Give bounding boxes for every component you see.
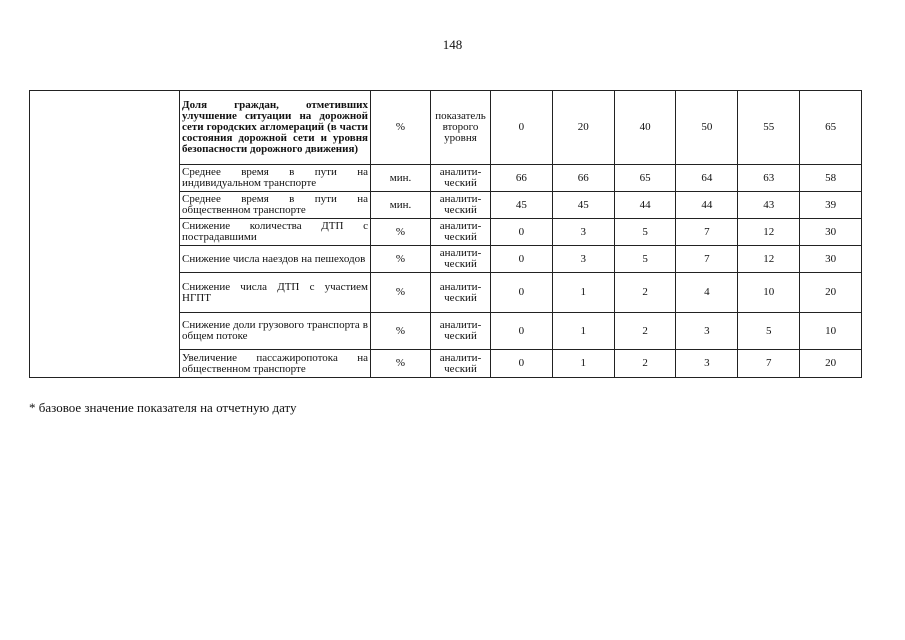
indicator-source: аналити-ческий: [431, 350, 491, 378]
indicator-unit: %: [371, 219, 431, 246]
indicator-unit: %: [371, 273, 431, 313]
indicator-value: 44: [614, 192, 676, 219]
indicator-unit: мин.: [371, 165, 431, 192]
indicator-unit: %: [371, 350, 431, 378]
indicator-value: 7: [676, 246, 738, 273]
indicator-value: 30: [800, 246, 862, 273]
indicator-name: Снижение доли грузового транспорта в общем потоке: [180, 313, 371, 350]
indicator-value: 64: [676, 165, 738, 192]
indicator-value: 4: [676, 273, 738, 313]
indicator-value: 1: [552, 313, 614, 350]
indicator-value: 10: [800, 313, 862, 350]
indicator-unit: %: [371, 313, 431, 350]
indicator-source: аналити-ческий: [431, 192, 491, 219]
indicator-value: 3: [552, 219, 614, 246]
indicator-unit: мин.: [371, 192, 431, 219]
indicator-value: 45: [552, 192, 614, 219]
indicator-source: аналити-ческий: [431, 165, 491, 192]
indicator-name: Среднее время в пути на индивидуальном транспорте: [180, 165, 371, 192]
indicator-value: 2: [614, 313, 676, 350]
indicator-unit: %: [371, 246, 431, 273]
indicator-unit: %: [371, 91, 431, 165]
indicator-value: 1: [552, 350, 614, 378]
indicator-value: 55: [738, 91, 800, 165]
indicator-value: 43: [738, 192, 800, 219]
indicator-source: аналити-ческий: [431, 313, 491, 350]
indicator-value: 0: [491, 313, 553, 350]
indicator-value: 50: [676, 91, 738, 165]
indicator-value: 12: [738, 246, 800, 273]
indicator-value: 0: [491, 273, 553, 313]
indicator-source: аналити-ческий: [431, 219, 491, 246]
indicator-name: Увеличение пассажиропотока на общественном транспорте: [180, 350, 371, 378]
indicator-value: 0: [491, 350, 553, 378]
indicator-value: 20: [800, 273, 862, 313]
indicator-source: показатель второго уровня: [431, 91, 491, 165]
indicator-source: аналити-ческий: [431, 246, 491, 273]
indicator-value: 39: [800, 192, 862, 219]
indicator-value: 20: [800, 350, 862, 378]
indicator-value: 7: [676, 219, 738, 246]
indicator-source: аналити-ческий: [431, 273, 491, 313]
indicator-value: 0: [491, 91, 553, 165]
indicator-name: Снижение числа ДТП с участием НГПТ: [180, 273, 371, 313]
indicator-value: 0: [491, 219, 553, 246]
indicator-value: 10: [738, 273, 800, 313]
indicator-name: Среднее время в пути на общественном транспорте: [180, 192, 371, 219]
indicator-value: 2: [614, 273, 676, 313]
indicator-value: 30: [800, 219, 862, 246]
indicator-table: [29, 90, 862, 378]
indicator-value: 66: [491, 165, 553, 192]
indicator-value: 3: [676, 313, 738, 350]
indicator-value: 40: [614, 91, 676, 165]
indicator-value: 12: [738, 219, 800, 246]
page-number: 148: [442, 37, 463, 52]
indicator-name: Доля граждан, отметивших улучшение ситуации на дорожной сети городских агломераций (в части состояния дорожной сети и уровня безопасности дорожного движения): [180, 91, 371, 165]
indicator-value: 3: [552, 246, 614, 273]
indicator-value: 65: [614, 165, 676, 192]
table-row: [30, 91, 862, 165]
indicator-value: 20: [552, 91, 614, 165]
indicator-value: 5: [738, 313, 800, 350]
footnote: * базовое значение показателя на отчетную дату: [29, 400, 297, 415]
indicator-value: 44: [676, 192, 738, 219]
indicator-value: 5: [614, 219, 676, 246]
indicator-value: 3: [676, 350, 738, 378]
indicator-value: 5: [614, 246, 676, 273]
indicator-value: 45: [491, 192, 553, 219]
indicator-value: 2: [614, 350, 676, 378]
blank-cell: [30, 91, 180, 378]
indicator-value: 1: [552, 273, 614, 313]
indicator-value: 0: [491, 246, 553, 273]
indicator-value: 58: [800, 165, 862, 192]
indicator-name: Снижение количества ДТП с пострадавшими: [180, 219, 371, 246]
indicator-value: 7: [738, 350, 800, 378]
indicator-name: Снижение числа наездов на пешеходов: [180, 246, 371, 273]
indicator-value: 66: [552, 165, 614, 192]
indicator-value: 65: [800, 91, 862, 165]
indicator-value: 63: [738, 165, 800, 192]
